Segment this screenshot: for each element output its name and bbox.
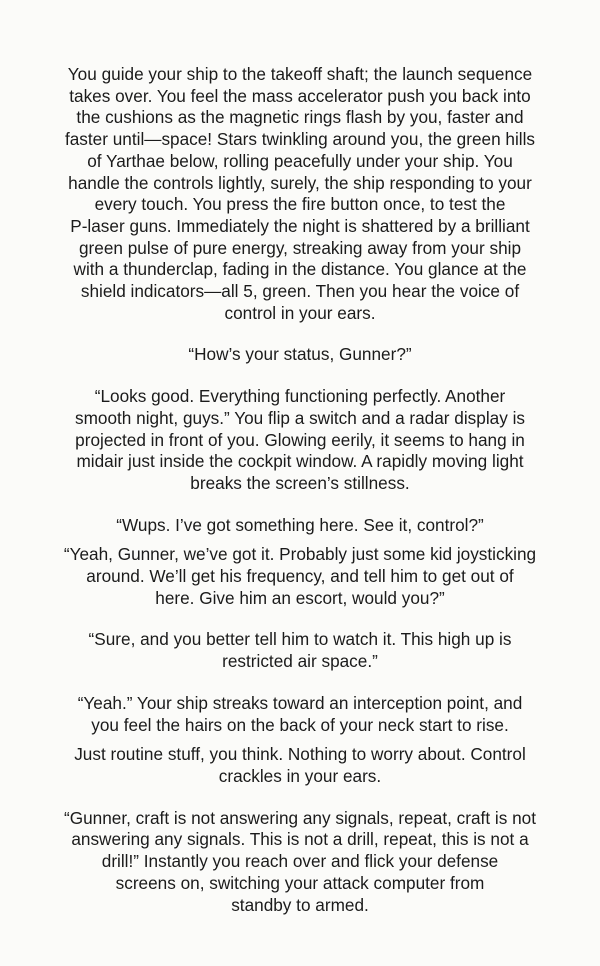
paragraph-alert bbox=[40, 808, 560, 917]
paragraph-status-reply bbox=[40, 386, 560, 495]
text-line: midair just inside the cockpit window. A rapidly moving light bbox=[76, 451, 524, 472]
text-line: breaks the screen’s stillness. bbox=[190, 472, 410, 493]
paragraph-control-reply bbox=[40, 544, 560, 609]
text-line: with a thunderclap, fading in the distance. You glance at the bbox=[73, 259, 527, 280]
text-line: every touch. You press the fire button once, to test the bbox=[94, 194, 506, 215]
paragraph-spacer bbox=[40, 736, 560, 744]
text-line: the cushions as the magnetic rings flash by you, faster and bbox=[76, 107, 524, 128]
text-line: here. Give him an escort, would you?” bbox=[155, 587, 445, 608]
text-line: “Yeah, Gunner, we’ve got it. Probably just some kid joysticking bbox=[63, 544, 537, 565]
paragraph-interception bbox=[40, 693, 560, 736]
paragraph-launch bbox=[40, 64, 560, 324]
text-line: “Gunner, craft is not answering any signals, repeat, craft is not bbox=[64, 807, 536, 828]
paragraph-spacer bbox=[40, 366, 560, 386]
text-line: standby to armed. bbox=[231, 894, 369, 915]
text-line: projected in front of you. Glowing eerily, it seems to hang in bbox=[75, 429, 525, 450]
story-page bbox=[40, 64, 560, 916]
text-line: “How’s your status, Gunner?” bbox=[188, 344, 412, 365]
text-line: drill!” Instantly you reach over and flick your defense bbox=[101, 851, 499, 872]
text-line: “Wups. I’ve got something here. See it, control?” bbox=[116, 514, 484, 535]
text-line: P-laser guns. Immediately the night is shattered by a brilliant bbox=[70, 215, 530, 236]
text-line: “Sure, and you better tell him to watch it. This high up is bbox=[88, 629, 512, 650]
text-line: handle the controls lightly, surely, the ship responding to your bbox=[68, 172, 532, 193]
text-line: control in your ears. bbox=[224, 302, 376, 323]
text-line: You guide your ship to the takeoff shaft; the launch sequence bbox=[67, 64, 533, 84]
text-line: smooth night, guys.” You flip a switch and a radar display is bbox=[75, 407, 525, 428]
paragraph-spacer bbox=[40, 495, 560, 515]
text-line: crackles in your ears. bbox=[218, 765, 382, 786]
text-line: green pulse of pure energy, streaking away from your ship bbox=[78, 237, 521, 258]
paragraph-wups bbox=[40, 515, 560, 537]
paragraph-routine bbox=[40, 744, 560, 787]
text-line: faster until—space! Stars twinkling around you, the green hills bbox=[64, 129, 536, 150]
text-line: takes over. You feel the mass accelerator push you back into bbox=[69, 85, 531, 106]
text-line: of Yarthae below, rolling peacefully under your ship. You bbox=[87, 150, 513, 171]
text-line: shield indicators—all 5, green. Then you hear the voice of bbox=[80, 281, 520, 302]
text-line: around. We’ll get his frequency, and tell him to get out of bbox=[86, 566, 514, 587]
text-line: Just routine stuff, you think. Nothing to worry about. Control bbox=[74, 744, 526, 765]
text-line: screens on, switching your attack computer from bbox=[115, 872, 485, 893]
text-line: answering any signals. This is not a drill, repeat, this is not a bbox=[71, 829, 529, 850]
paragraph-spacer bbox=[40, 609, 560, 629]
text-line: “Looks good. Everything functioning perfectly. Another bbox=[94, 386, 506, 407]
paragraph-spacer bbox=[40, 788, 560, 808]
paragraph-spacer bbox=[40, 324, 560, 344]
paragraph-spacer bbox=[40, 536, 560, 544]
paragraph-spacer bbox=[40, 673, 560, 693]
paragraph-status-question bbox=[40, 344, 560, 366]
text-line: restricted air space.” bbox=[222, 651, 378, 672]
text-line: you feel the hairs on the back of your neck start to rise. bbox=[91, 714, 509, 735]
text-line: “Yeah.” Your ship streaks toward an interception point, and bbox=[77, 692, 523, 713]
paragraph-restricted bbox=[40, 629, 560, 672]
